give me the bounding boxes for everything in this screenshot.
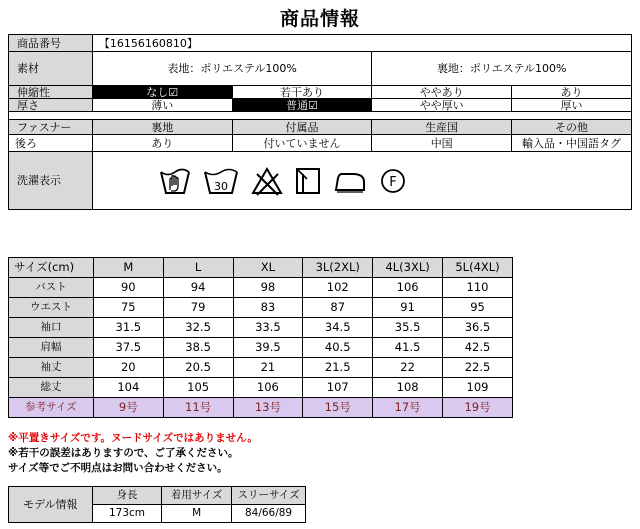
material-label: 素材 (9, 52, 93, 86)
table-cell: 79 (163, 298, 233, 318)
accessory-value: 付いていません (232, 135, 372, 152)
thickness-option: やや厚い (372, 99, 512, 112)
table-cell: 90 (93, 278, 163, 298)
model-header: スリーサイズ (232, 487, 306, 505)
model-measurements: 84/66/89 (232, 505, 306, 523)
reference-size-cell: 9号 (93, 398, 163, 418)
lining-material: 裏地：ポリエステル100% (372, 52, 632, 86)
hand-wash-icon (159, 166, 191, 196)
thickness-row (9, 99, 632, 112)
note-flat-size: ※平置きサイズです。ヌードサイズではありません。 (8, 432, 258, 444)
low-iron-icon (333, 166, 367, 196)
table-cell: 36.5 (443, 318, 513, 338)
table-cell: 33.5 (233, 318, 303, 338)
table-row (9, 298, 513, 318)
table-cell: 31.5 (93, 318, 163, 338)
detail-header: ファスナー (9, 120, 93, 135)
divider (9, 112, 632, 120)
row-label: 袖口 (9, 318, 94, 338)
table-cell: 109 (443, 378, 513, 398)
row-label: バスト (9, 278, 94, 298)
wash-temp: 30 (213, 179, 228, 193)
reference-size-cell: 15号 (303, 398, 373, 418)
table-cell: 107 (303, 378, 373, 398)
row-label: ウエスト (9, 298, 94, 318)
thickness-option: 薄い (92, 99, 232, 112)
wash-30-icon (203, 166, 239, 196)
stretch-option: 若干あり (232, 86, 372, 99)
reference-size-cell: 17号 (373, 398, 443, 418)
table-cell: 41.5 (373, 338, 443, 358)
table-cell: 110 (443, 278, 513, 298)
table-cell: 40.5 (303, 338, 373, 358)
product-number-label: 商品番号 (9, 35, 93, 52)
table-cell: 35.5 (373, 318, 443, 338)
size-header: 5L(4XL) (443, 258, 513, 278)
table-cell: 83 (233, 298, 303, 318)
stretch-option: あり (512, 86, 632, 99)
table-cell: 39.5 (233, 338, 303, 358)
size-header: 4L(3XL) (373, 258, 443, 278)
reference-size-label: 参考サイズ (9, 398, 94, 418)
reference-size-cell: 19号 (443, 398, 513, 418)
dry-flat-icon (295, 166, 321, 196)
table-row (9, 318, 513, 338)
table-row (9, 278, 513, 298)
model-info-label: モデル情報 (9, 487, 93, 523)
table-cell: 98 (233, 278, 303, 298)
table-cell: 95 (443, 298, 513, 318)
wash-label: 洗濯表示 (9, 152, 93, 210)
model-height: 173cm (92, 505, 162, 523)
table-cell: 94 (163, 278, 233, 298)
reference-size-cell: 13号 (233, 398, 303, 418)
country-value: 中国 (372, 135, 512, 152)
table-cell: 38.5 (163, 338, 233, 358)
table-cell: 42.5 (443, 338, 513, 358)
table-cell: 20.5 (163, 358, 233, 378)
table-cell: 20 (93, 358, 163, 378)
row-label: 袖丈 (9, 358, 94, 378)
table-cell: 21 (233, 358, 303, 378)
detail-header: 裏地 (92, 120, 232, 135)
reference-size-cell: 11号 (163, 398, 233, 418)
table-cell: 104 (93, 378, 163, 398)
size-table (8, 257, 513, 418)
table-cell: 87 (303, 298, 373, 318)
size-header: M (93, 258, 163, 278)
detail-header: 付属品 (232, 120, 372, 135)
table-cell: 105 (163, 378, 233, 398)
model-header: 身長 (92, 487, 162, 505)
page-title: 商品情報 (279, 8, 360, 30)
size-header: L (163, 258, 233, 278)
model-header: 着用サイズ (162, 487, 232, 505)
lining-value: あり (92, 135, 232, 152)
size-header: 3L(2XL) (303, 258, 373, 278)
other-value: 輸入品・中国語タグ (512, 135, 632, 152)
outer-material: 表地：ポリエステル100% (92, 52, 371, 86)
thickness-option: 普通☑ (232, 99, 372, 112)
table-cell: 22 (373, 358, 443, 378)
model-info-table (8, 486, 306, 523)
stretch-row (9, 86, 632, 99)
table-cell: 106 (373, 278, 443, 298)
table-cell: 108 (373, 378, 443, 398)
wash-icons (93, 153, 631, 209)
table-cell: 102 (303, 278, 373, 298)
table-cell: 91 (373, 298, 443, 318)
table-row (9, 378, 513, 398)
zipper-value: 後ろ (9, 135, 93, 152)
row-label: 総丈 (9, 378, 94, 398)
note-contact: サイズ等でご不明点はお問い合わせください。 (8, 462, 228, 474)
thickness-label: 厚さ (9, 99, 93, 112)
table-cell: 37.5 (93, 338, 163, 358)
reference-size-row (9, 398, 513, 418)
table-row (9, 358, 513, 378)
size-header: XL (233, 258, 303, 278)
detail-header: 生産国 (372, 120, 512, 135)
product-number: 【16156160810】 (92, 35, 631, 52)
table-cell: 22.5 (443, 358, 513, 378)
product-info-table (8, 34, 632, 210)
note-tolerance: ※若干の誤差はありますので、ご了承ください。 (8, 447, 239, 459)
table-cell: 75 (93, 298, 163, 318)
stretch-label: 伸縮性 (9, 86, 93, 99)
detail-header: その他 (512, 120, 632, 135)
table-cell: 34.5 (303, 318, 373, 338)
dry-clean-f-icon (379, 166, 407, 196)
stretch-option: ややあり (372, 86, 512, 99)
table-row (9, 338, 513, 358)
dry-clean-letter: F (389, 174, 397, 190)
stretch-option: なし☑ (92, 86, 232, 99)
size-header-label: サイズ(cm) (9, 258, 94, 278)
table-cell: 106 (233, 378, 303, 398)
row-label: 肩幅 (9, 338, 94, 358)
table-cell: 32.5 (163, 318, 233, 338)
model-size: M (162, 505, 232, 523)
table-cell: 21.5 (303, 358, 373, 378)
no-bleach-icon (251, 166, 283, 196)
thickness-option: 厚い (512, 99, 632, 112)
